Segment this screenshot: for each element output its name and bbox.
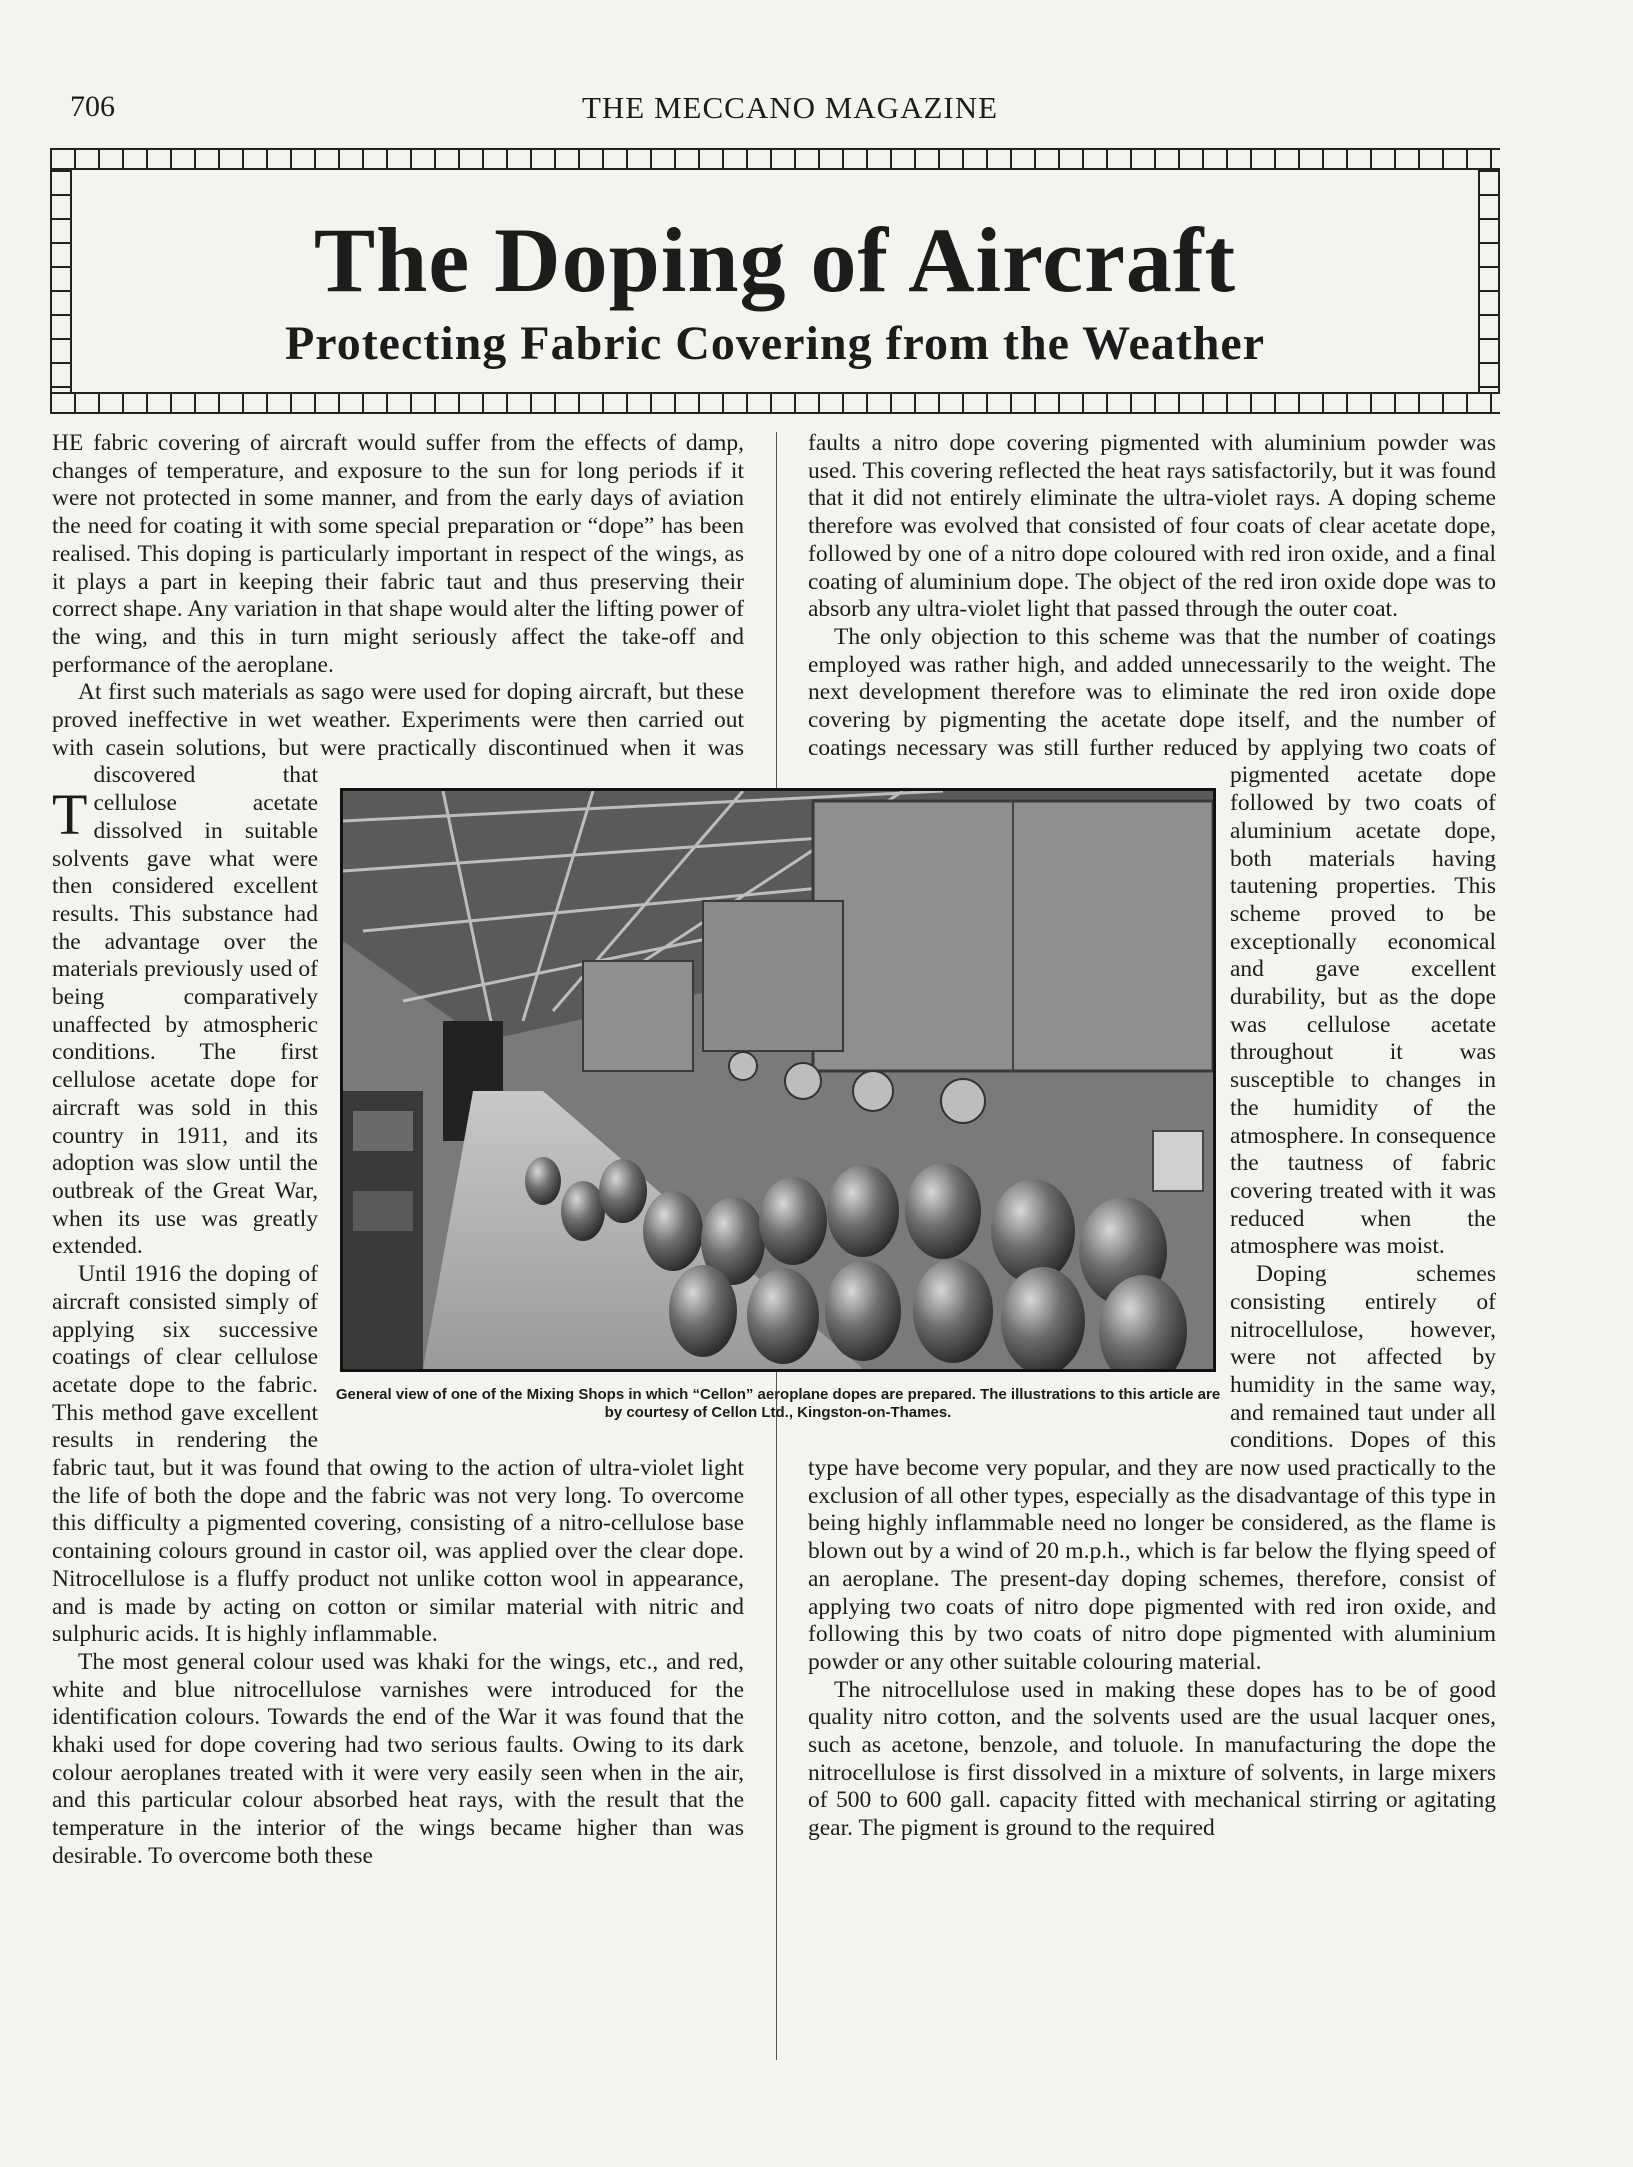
decorative-border-top (50, 148, 1500, 170)
paragraph: Until 1916 the doping of aircraft consisted simply of applying six successive coatings of clear cellulose acetate dope to the fabric. This method gave excellent results in rendering the fabric taut, but it was found that owing to the action of ultra-violet light the life of both the dope and the fabric was not very long. To overcome this difficulty a pigmented covering, consisting of a nitro-cellulose base containing colours ground in castor oil, was applied over the clear dope. Nitrocellulose is a fluffy product not unlike cotton wool in appearance, and is made by acting on cotton or similar material with nitric and sulphuric acids. It is highly inflammable. (52, 1261, 744, 1648)
paragraph: The most general colour used was khaki for the wings, etc., and red, white and blue nitrocellulose varnishes were introduced for the identification colours. Towards the end of the War it was found that the khaki used for dope covering had two serious faults. Owing to its dark colour aeroplanes treated with it were very easily seen when in the air, and this particular colour absorbed heat rays, with the result that the temperature in the interior of the wings became higher than was desirable. To overcome both these (52, 1648, 744, 1869)
paragraph: faults a nitro dope covering pigmented with aluminium powder was used. This covering reflected the heat rays satisfactorily, but it was found that it did not entirely eliminate the ultra-violet rays. A doping scheme therefore was evolved that consisted of four coats of clear acetate dope, followed by one of a nitro dope coloured with red iron oxide, and a final coating of aluminium dope. The object of the red iron oxide dope was to absorb any ultra-violet light that passed through the outer coat. (808, 430, 1496, 623)
factory-interior-image (343, 791, 1213, 1369)
paragraph: T HE fabric covering of aircraft would suffer from the effects of damp, changes of temperature, and exposure to the sun for long periods if it were not protected in some manner, and from the early days of aviation the need for coating it with some special preparation or “dope” has been realised. This doping is particularly important in respect of the wings, as it plays a part in keeping their fabric taut and thus preserving their correct shape. Any variation in that shape would alter the lifting power of the wing, and this in turn might seriously affect the take-off and performance of the aeroplane. (52, 430, 744, 847)
page-number: 706 (70, 90, 115, 123)
figure-caption: General view of one of the Mixing Shops in which “Cellon” aeroplane dopes are prepared. The illustrations to this article are by courtesy of Cellon Ltd., Kingston-on-Thames. (335, 1386, 1221, 1421)
mixing-shop-photo (340, 788, 1216, 1372)
paragraph: The nitrocellulose used in making these dopes has to be of good quality nitro cotton, and the solvents used are the usual lacquer ones, such as acetone, benzole, and toluole. In manufacturing the dope the nitrocellulose is first dissolved in a mixture of solvents, in large mixers of 500 to 600 gall. capacity fitted with mechanical stirring or agitating gear. The pigment is ground to the required (808, 1676, 1496, 1842)
article-title: The Doping of Aircraft (313, 209, 1237, 311)
paragraph: Doping schemes consisting entirely of nitrocellulose, however, were not affected by humidity in the same way, and remained taut under all conditions. Dopes of this type have become very popular, and they are now used practically to the exclusion of all other types, especially as the disadvantage of this type in being highly inflammable need no longer be considered, as the flame is blown out by a wind of 20 m.p.h., which is far below the flying speed of an aeroplane. The present-day doping schemes, therefore, consist of applying two coats of nitro dope pigmented with red iron oxide, and following this by two coats of nitro dope pigmented with aluminium powder or any other suitable colouring material. (808, 1261, 1496, 1675)
paragraph: The only objection to this scheme was that the number of coatings employed was rather high, and added unnecessarily to the weight. The next development therefore was to eliminate the red iron oxide dope covering by pigmenting the acetate dope itself, and the number of coatings necessary was still further reduced by applying two coats of pigmented acetate dope followed by two coats of aluminium acetate dope, both materials having tautening properties. This scheme proved to be exceptionally economical and gave excellent durability, but as the dope was cellulose acetate throughout it was susceptible to changes in the humidity of the atmosphere. In consequence the tautness of fabric covering treated with it was reduced when the atmosphere was moist. (808, 623, 1496, 1260)
decorative-border-bottom (50, 392, 1500, 414)
magazine-title: THE MECCANO MAGAZINE (581, 90, 999, 125)
drop-cap: T (52, 782, 88, 847)
figure (335, 788, 1221, 1421)
paragraph: At first such materials as sago were used for doping aircraft, but these proved ineffective in wet weather. Experiments were then carried out with casein solutions, but were practically discontinued when it was discovered that cellulose acetate dissolved in suitable solvents gave what were then considered excellent results. This substance had the advantage over the materials previously used of being comparatively unaffected by atmospheric conditions. The first cellulose acetate dope for aircraft was sold in this country in 1911, and its adoption was slow until the outbreak of the Great War, when its use was greatly extended. (52, 679, 744, 1260)
article-subtitle: Protecting Fabric Covering from the Weather (284, 317, 1266, 370)
title-box (50, 148, 1500, 414)
page-header (70, 90, 1510, 140)
